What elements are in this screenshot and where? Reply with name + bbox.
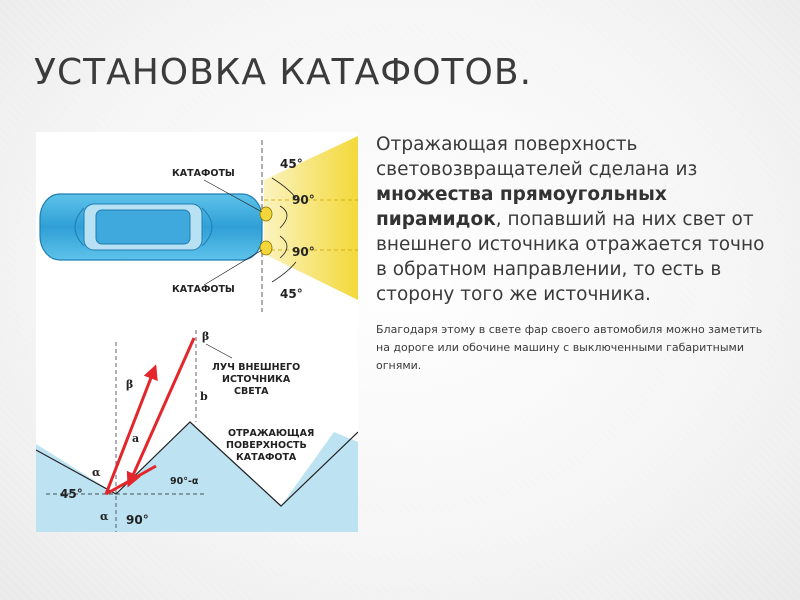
surface-label-line-1: ОТРАЖАЮЩАЯ xyxy=(228,428,315,439)
alpha-label-bottom: α xyxy=(100,510,109,523)
angle-90-apex: 90° xyxy=(126,513,149,527)
text-panel xyxy=(376,132,778,375)
ray-label-line-2: ИСТОЧНИКА xyxy=(222,374,291,385)
reflector-bottom xyxy=(260,241,272,255)
beta-label-top: β xyxy=(202,330,210,343)
angle-90-minus-alpha: 90°-α xyxy=(170,476,199,487)
main-paragraph xyxy=(376,132,778,307)
angle-90-top: 90° xyxy=(292,193,315,207)
ray-label-line-1: ЛУЧ ВНЕШНЕГО xyxy=(212,362,301,373)
car xyxy=(40,194,262,260)
angle-45-left: 45° xyxy=(60,487,83,501)
reflector-top xyxy=(260,207,272,221)
light-beam xyxy=(264,136,358,300)
angle-45-top: 45° xyxy=(280,157,303,171)
label-b: b xyxy=(200,390,208,403)
beta-label-left: β xyxy=(126,378,134,391)
catadioptric-diagram xyxy=(36,132,358,532)
label-a: a xyxy=(132,432,140,445)
reflectors-label-bottom: КАТАФОТЫ xyxy=(172,284,235,295)
surface-label-line-2: ПОВЕРХНОСТЬ xyxy=(226,440,307,451)
note-paragraph: Благодаря этому в свете фар своего автомобиля можно заметить на дороге или обочине машину с выключенными габаритными огнями. xyxy=(376,323,763,372)
main-text-part1: Отражающая поверхность световозвращателей сделана из xyxy=(376,134,698,180)
alpha-label-top: α xyxy=(92,466,101,479)
main-text-bold: множества прямоугольных пирамидок xyxy=(376,184,667,230)
angle-45-bottom: 45° xyxy=(280,287,303,301)
reflectors-label-top: КАТАФОТЫ xyxy=(172,168,235,179)
angle-90-bottom: 90° xyxy=(292,245,315,259)
surface-label-line-3: КАТАФОТА xyxy=(236,452,297,463)
slide-title: УСТАНОВКА КАТАФОТОВ. xyxy=(34,52,533,93)
diagram-svg xyxy=(36,132,358,532)
main-text-part2: , попавший на них свет от внешнего источника отражается точно в обратном направлении, то есть в сторону того же источника. xyxy=(376,209,765,305)
ray-label-line-3: СВЕТА xyxy=(234,386,269,397)
